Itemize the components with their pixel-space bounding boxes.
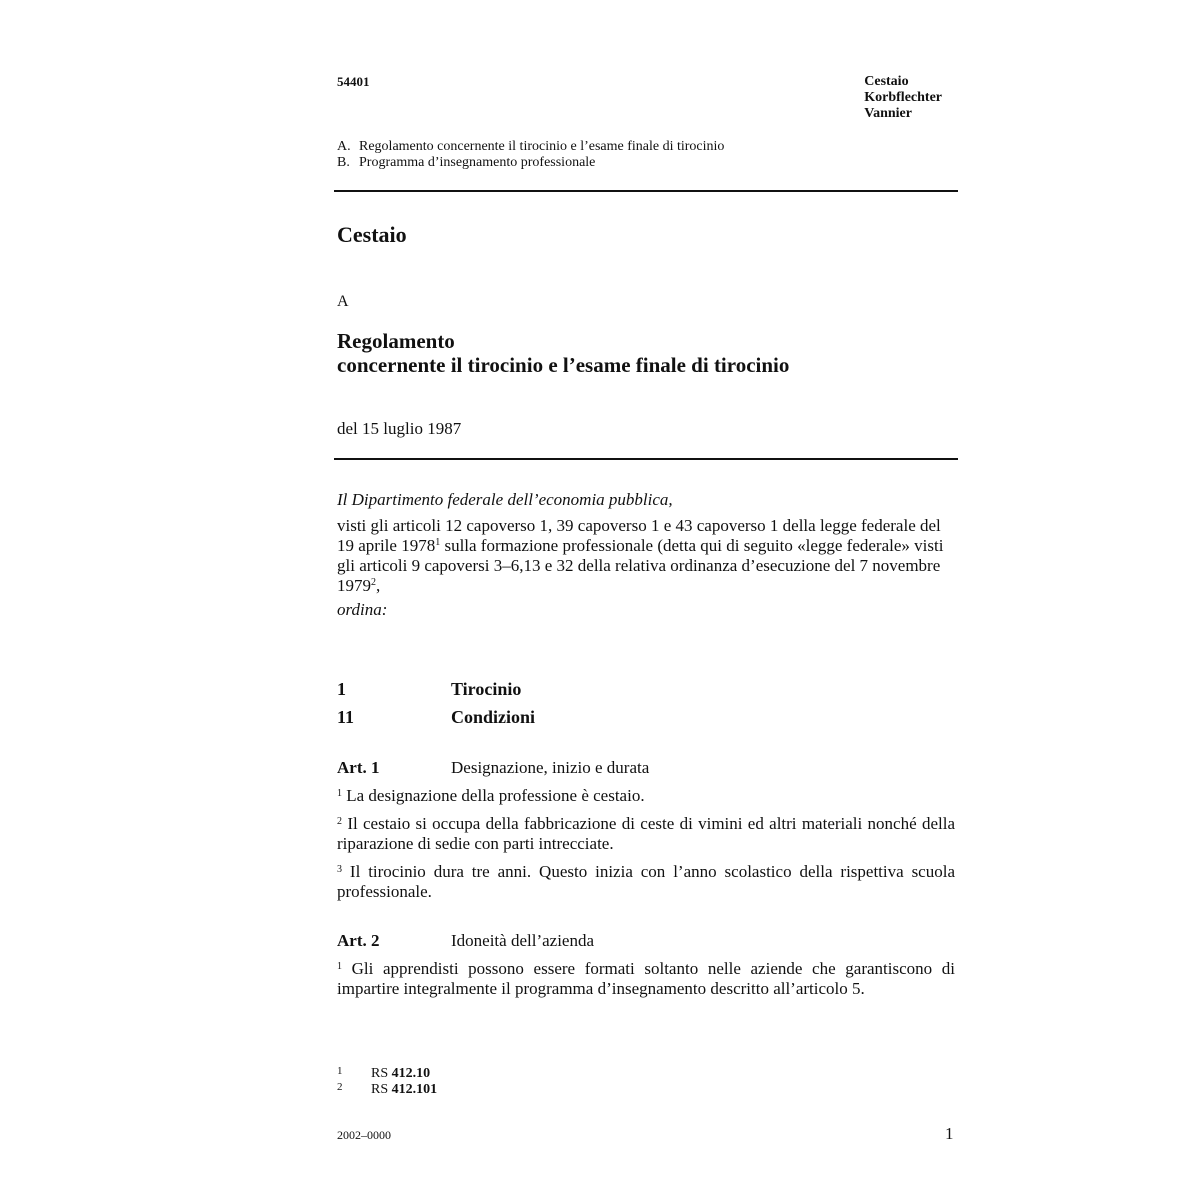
article-paragraph: $^2$ Il cestaio si occupa della fabbricazione di ceste di vimini ed altri materiali nonché della riparazione di sedie con parti intrecciate. — [337, 814, 955, 853]
footnote-ref[interactable]: 2 — [371, 577, 376, 588]
regulation-title: Regolamento concernente il tirocinio e l’esame finale di tirocinio — [337, 329, 790, 377]
title-de: Korbflechter — [864, 90, 942, 105]
footnote: 1 RS 412.10 — [337, 1065, 431, 1081]
footnote-ref[interactable]: 1 — [435, 537, 441, 548]
title-fr: Vannier — [864, 106, 912, 121]
article-heading: Art. 1 Designazione, inizio e durata — [337, 758, 650, 777]
department-name: Il Dipartimento federale dell’economia pubblica, — [337, 490, 673, 509]
subsection-heading: 11 Condizioni — [337, 707, 536, 727]
preamble-text: visti gli articoli 12 capoverso 1, 39 capoverso 1 e 43 capoverso 1 della legge federale del 19 aprile 1978$^1$ sulla formazione professionale (detta qui di seguito «legge federale» visti gli articoli 9 capoversi 3–6,13 e 32 della relativa ordinanza d’esecuzione del 7 novembre 1979$^2$, — [337, 516, 944, 595]
divider — [334, 458, 958, 460]
divider — [334, 190, 958, 192]
ordina-text: ordina: — [337, 600, 388, 619]
part-letter: A — [337, 293, 349, 310]
article-paragraph: $^1$ La designazione della professione è cestaio. — [337, 786, 645, 805]
toc-item: A. Regolamento concernente il tirocinio e l’esame finale di tirocinio — [337, 139, 725, 154]
profession-titles — [864, 74, 942, 122]
article-paragraph: $^1$ Gli apprendisti possono essere formati soltanto nelle aziende che garantiscono di impartire integralmente il programma d’insegnamento descritto all’articolo 5. — [337, 959, 955, 998]
section-heading: 1 Tirocinio — [337, 679, 522, 699]
article-heading: Art. 2 Idoneità dell’azienda — [337, 931, 595, 950]
preamble — [337, 490, 957, 620]
article-paragraph: $^3$ Il tirocinio dura tre anni. Questo inizia con l’anno scolastico della rispettiva scuola professionale. — [337, 862, 955, 901]
main-heading: Cestaio — [337, 222, 407, 247]
toc-item: B. Programma d’insegnamento professionale — [337, 155, 596, 170]
regulation-date: del 15 luglio 1987 — [337, 419, 462, 438]
table-of-contents — [337, 139, 724, 171]
page-number: 1 — [945, 1124, 954, 1143]
title-it: Cestaio — [864, 74, 909, 89]
footnote: 2 RS 412.101 — [337, 1081, 438, 1097]
document-code: 54401 — [337, 74, 370, 89]
footer-code: 2002–0000 — [337, 1128, 391, 1142]
